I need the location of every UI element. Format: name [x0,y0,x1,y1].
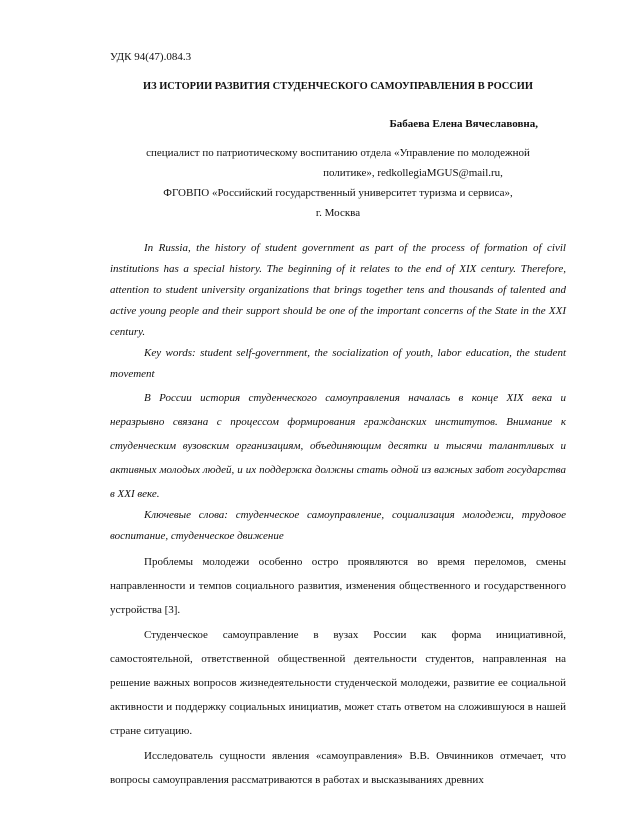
body-paragraph: Проблемы молодежи особенно остро проявляются во время переломов, смены направленности и темпов социального развития, изменения общественного и государственного устройства [3]. [110,556,566,617]
abstract-en-text: In Russia, the history of student government as part of the process of formation of civil institutions has a special history. The beginning of it relates to the end of XIX century. Therefore, attention to student university organizations that brings together tens and thousands of talented and active young people and their support should be one of the important concerns of the State in the XXI century. [110,242,566,338]
keywords-russian [110,505,566,547]
affiliation-line: специалист по патриотическому воспитанию отдела «Управление по молодежной [146,147,530,159]
affiliation-city: г. Москва [315,207,361,219]
abstract-ru-text: В России история студенческого самоуправления началась в конце XIX века и неразрывно связана с процессом формирования гражданских институтов. Внимание к студенческим вузовским организациям, объединяющим десятки и тысячи талантливых и активных молодых людей, и их поддержка должны стать одной из важных забот государства в XXI веке. [110,392,566,500]
author-name: Бабаева Елена Вячеславовна, [389,118,538,130]
abstract-russian [110,386,566,506]
body-paragraph: Студенческое самоуправление в вузах России как форма инициативной, самостоятельной, ответственной общественной деятельности студентов, направленная на решение важных вопросов жизнедеятельности студенческой молодежи, развитие ее социальной активности и поддержку социальных инициатив, может стать ответом на сложившуюся в нашей стране ситуацию. [110,628,566,738]
udc-code: УДК 94(47).084.3 [110,51,192,63]
body-paragraph: Исследователь сущности явления «самоуправления» В.В. Овчинников отмечает, что вопросы самоуправления рассматриваются в работах и высказываниях древних [110,749,566,786]
article-title: ИЗ ИСТОРИИ РАЗВИТИЯ СТУДЕНЧЕСКОГО САМОУПРАВЛЕНИЯ В РОССИИ [143,81,533,92]
author-affiliation [110,143,566,223]
affiliation-line: ФГОВПО «Российский государственный университет туризма и сервиса», [163,187,513,199]
affiliation-line: политике», redkollegiaMGUS@mail.ru, [323,167,503,179]
keywords-en: Key words: student self-government, the socialization of youth, labor education, the student movement [110,347,566,380]
article-body [110,550,566,792]
keywords-ru-text: Ключевые слова: студенческое самоуправление, социализация молодежи, трудовое воспитание, студенческое движение [110,509,566,542]
abstract-english [110,238,566,385]
